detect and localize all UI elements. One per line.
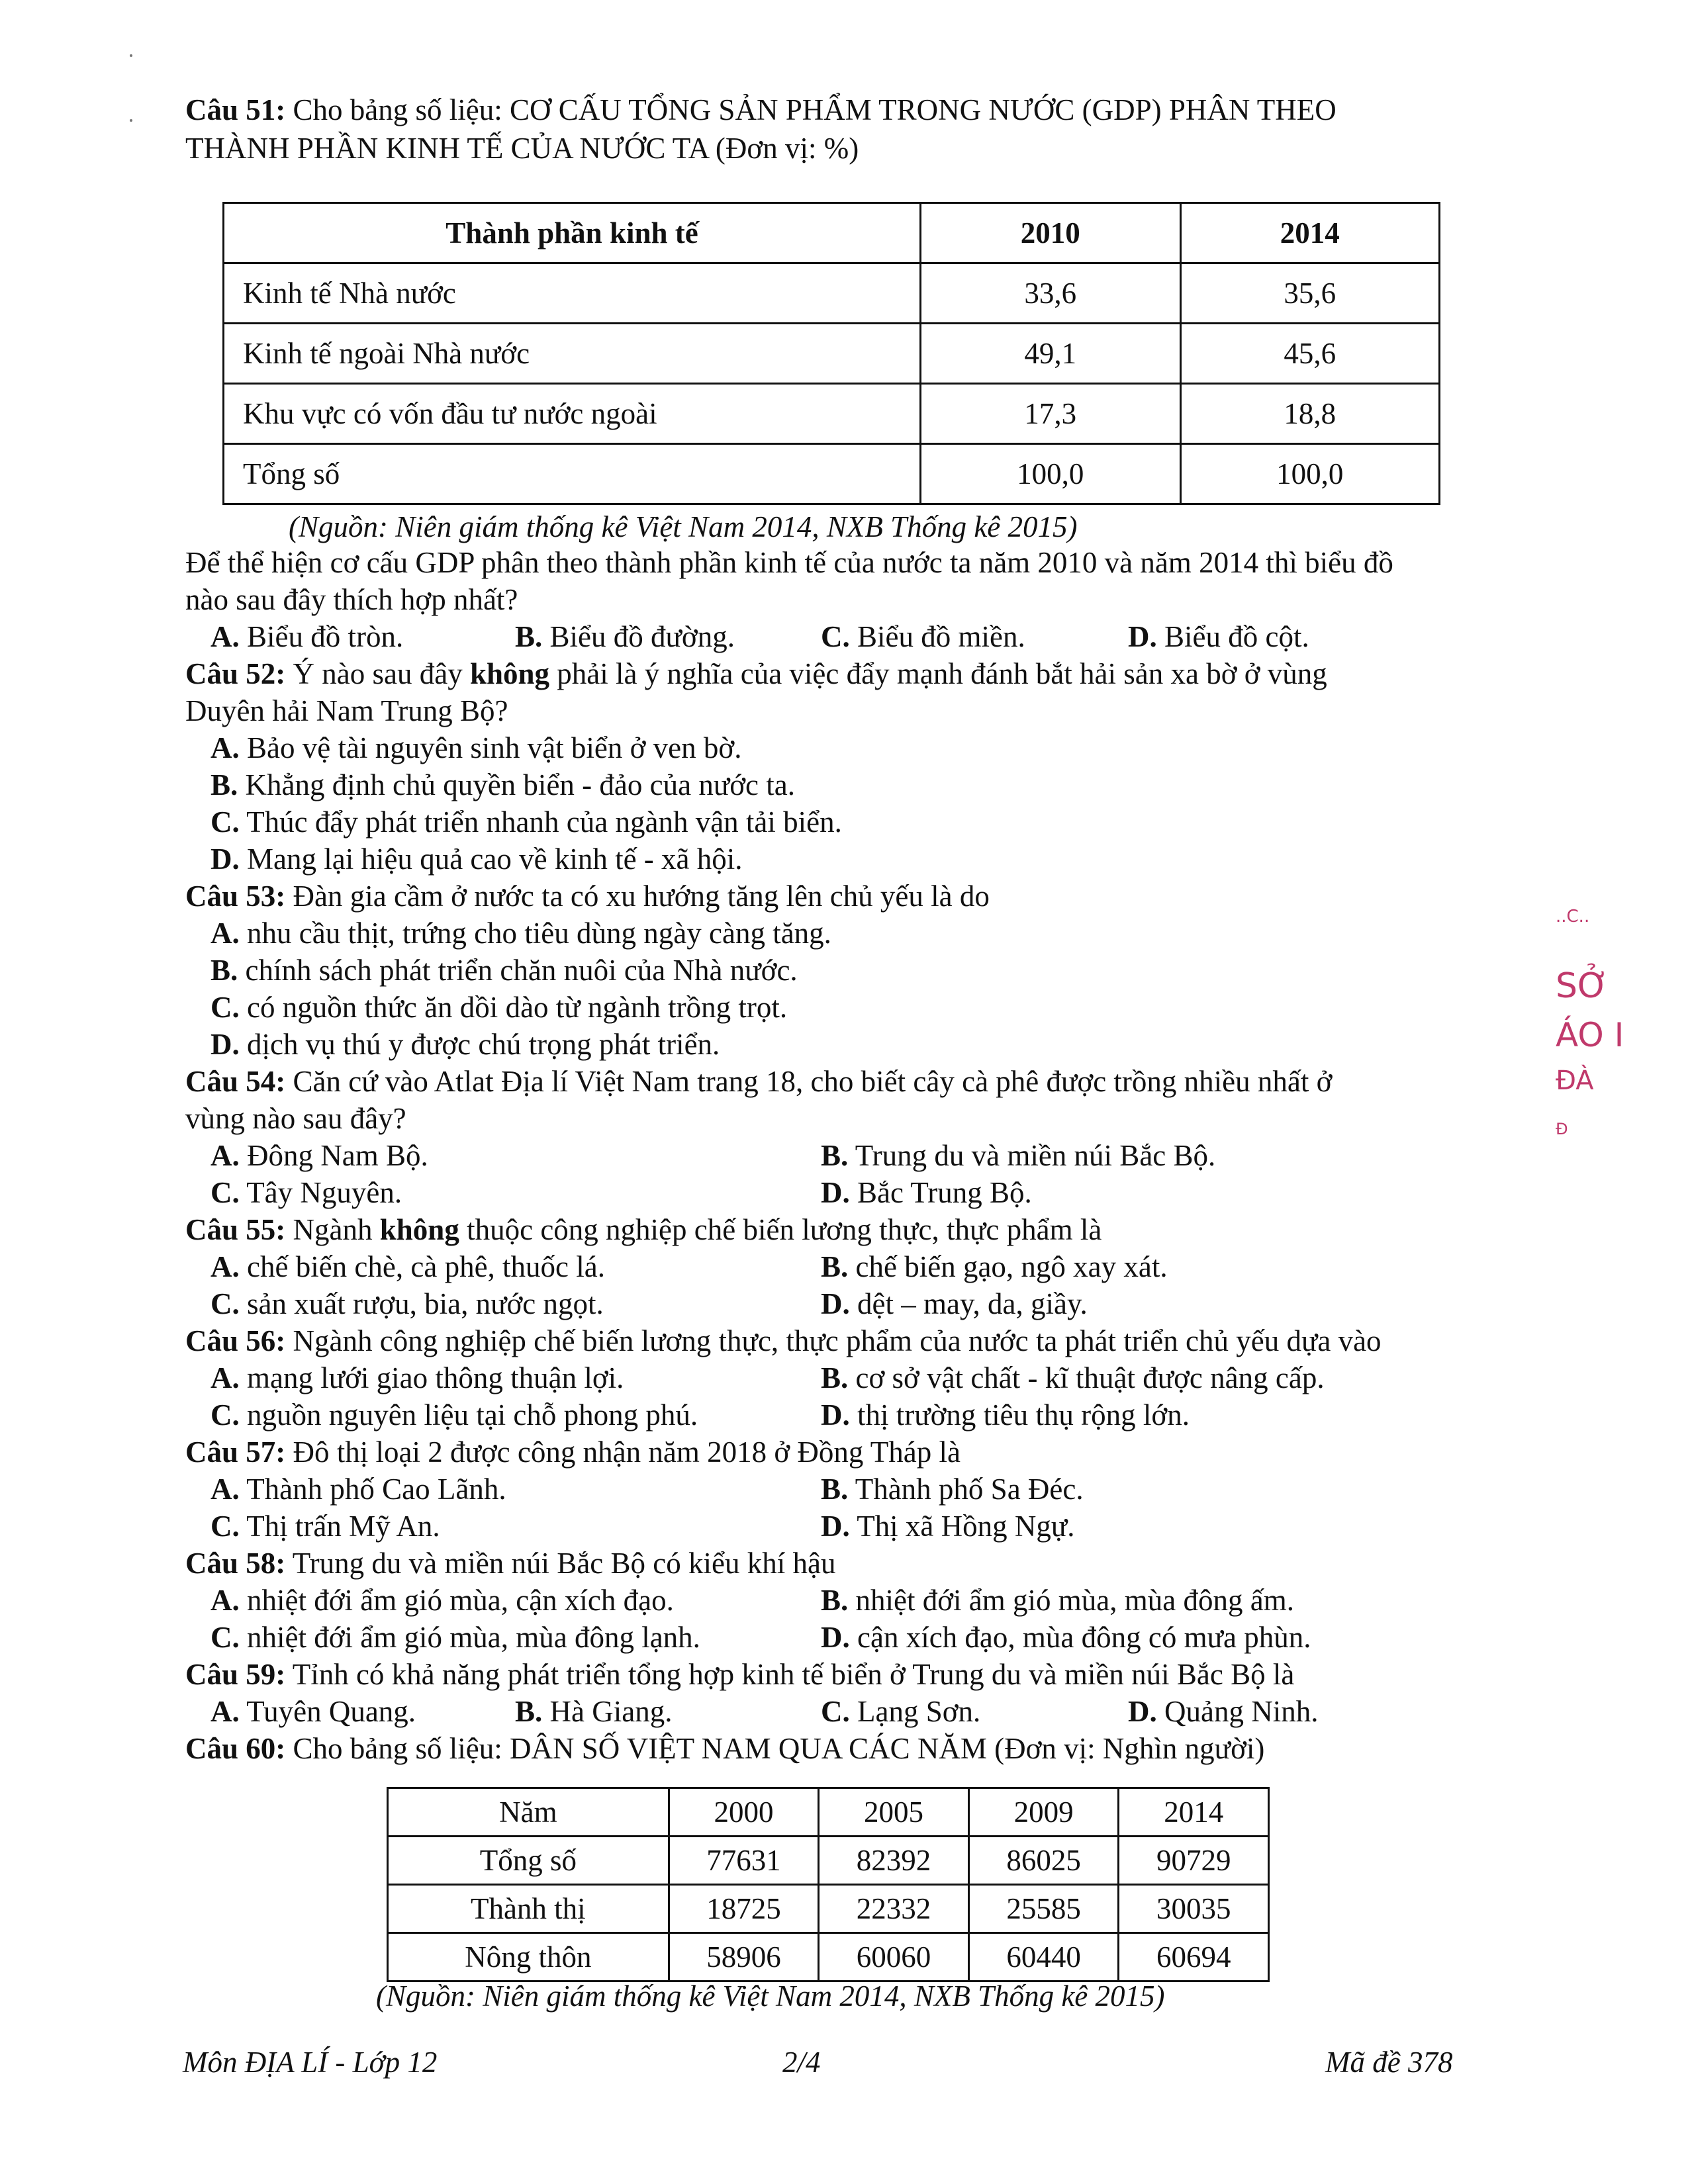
table-header-cell: Năm <box>388 1788 669 1837</box>
q57-line1: Câu 57: Đô thị loại 2 được công nhận năm 2018 ở Đồng Tháp là <box>185 1435 961 1469</box>
footer-page-number: 2/4 <box>782 2046 821 2079</box>
table-cell: 100,0 <box>921 444 1180 504</box>
table-cell: 18,8 <box>1180 384 1440 444</box>
q57-option-a: A. Thành phố Cao Lãnh. <box>211 1473 506 1506</box>
table-header-cell: Thành phần kinh tế <box>224 203 921 263</box>
footer-subject: Môn ĐỊA LÍ - Lớp 12 <box>183 2046 438 2079</box>
q55-option-c: C. sản xuất rượu, bia, nước ngọt. <box>211 1287 604 1320</box>
table-cell: 18725 <box>669 1885 819 1933</box>
q54-option-c: C. Tây Nguyên. <box>211 1176 402 1209</box>
q59-label: Câu 59: <box>185 1658 286 1691</box>
q53-option-c: C. có nguồn thức ăn dồi dào từ ngành trồng trọt. <box>211 991 788 1024</box>
q54-option-b: B. Trung du và miền núi Bắc Bộ. <box>821 1139 1216 1172</box>
q52-option-a: A. Bảo vệ tài nguyên sinh vật biển ở ven bờ. <box>211 731 742 764</box>
table-header-cell: 2014 <box>1119 1788 1269 1837</box>
q53-label: Câu 53: <box>185 880 286 913</box>
q59-option-c: C. Lạng Sơn. <box>821 1695 981 1728</box>
q51-source: (Nguồn: Niên giám thống kê Việt Nam 2014, NXB Thống kê 2015) <box>289 510 1078 543</box>
table-cell: 45,6 <box>1180 324 1440 384</box>
table-header-row <box>224 203 1440 263</box>
q57-option-c: C. Thị trấn Mỹ An. <box>211 1510 440 1543</box>
q55-line1: Câu 55: Ngành không thuộc công nghiệp chế biến lương thực, thực phẩm là <box>185 1213 1102 1246</box>
q60-label: Câu 60: <box>185 1732 286 1765</box>
table-cell: Kinh tế Nhà nước <box>224 263 921 324</box>
q52-option-c: C. Thúc đẩy phát triển nhanh của ngành vận tải biển. <box>211 805 842 839</box>
q55-option-d: D. dệt – may, da, giầy. <box>821 1287 1088 1320</box>
q55-option-a: A. chế biến chè, cà phê, thuốc lá. <box>211 1250 605 1283</box>
q57-label: Câu 57: <box>185 1435 286 1469</box>
q56-option-d: D. thị trường tiêu thụ rộng lớn. <box>821 1398 1190 1432</box>
table-cell: 22332 <box>819 1885 969 1933</box>
table-cell: Khu vực có vốn đầu tư nước ngoài <box>224 384 921 444</box>
table-row <box>388 1837 1269 1885</box>
q60-source: (Nguồn: Niên giám thống kê Việt Nam 2014, NXB Thống kê 2015) <box>376 1979 1165 2013</box>
q52-option-d: D. Mang lại hiệu quả cao về kinh tế - xã hội. <box>211 842 743 876</box>
table-cell: Tổng số <box>224 444 921 504</box>
q58-line1: Câu 58: Trung du và miền núi Bắc Bộ có kiểu khí hậu <box>185 1547 836 1580</box>
q51-option-c: C. Biểu đồ miền. <box>821 620 1025 653</box>
q58-option-c: C. nhiệt đới ẩm gió mùa, mùa đông lạnh. <box>211 1621 700 1654</box>
q56-option-a: A. mạng lưới giao thông thuận lợi. <box>211 1361 624 1394</box>
table-cell: Thành thị <box>388 1885 669 1933</box>
table-cell: 17,3 <box>921 384 1180 444</box>
q54-option-a: A. Đông Nam Bộ. <box>211 1139 428 1172</box>
table-cell: 58906 <box>669 1933 819 1981</box>
table-row <box>224 384 1440 444</box>
table-cell: 100,0 <box>1180 444 1440 504</box>
q51-text2: THÀNH PHẦN KINH TẾ CỦA NƯỚC TA (Đơn vị: %) <box>185 132 859 165</box>
q54-line1: Câu 54: Căn cứ vào Atlat Địa lí Việt Nam trang 18, cho biết cây cà phê được trồng nhiều nhất ở <box>185 1065 1333 1098</box>
q51-line1 <box>185 91 1336 128</box>
q58-option-d: D. cận xích đạo, mùa đông có mưa phùn. <box>821 1621 1311 1654</box>
table-cell: Nông thôn <box>388 1933 669 1981</box>
table-cell: 90729 <box>1119 1837 1269 1885</box>
q54-label: Câu 54: <box>185 1065 286 1098</box>
population-table <box>387 1787 1270 1982</box>
q56-option-c: C. nguồn nguyên liệu tại chỗ phong phú. <box>211 1398 698 1432</box>
table-cell: 60694 <box>1119 1933 1269 1981</box>
table-cell: 82392 <box>819 1837 969 1885</box>
gdp-structure-table <box>222 202 1440 505</box>
table-row <box>224 444 1440 504</box>
q53-option-b: B. chính sách phát triển chăn nuôi của Nhà nước. <box>211 954 798 987</box>
scan-speck <box>130 54 132 57</box>
q51-option-d: D. Biểu đồ cột. <box>1128 620 1309 653</box>
q51-text1: Cho bảng số liệu: CƠ CẤU TỔNG SẢN PHẨM TRONG NƯỚC (GDP) PHÂN THEO <box>293 93 1336 126</box>
q58-label: Câu 58: <box>185 1547 286 1580</box>
q55-label: Câu 55: <box>185 1213 286 1246</box>
q60-line1: Câu 60: Cho bảng số liệu: DÂN SỐ VIỆT NAM QUA CÁC NĂM (Đơn vị: Nghìn người) <box>185 1732 1265 1765</box>
table-cell: Tổng số <box>388 1837 669 1885</box>
q52-label: Câu 52: <box>185 657 286 690</box>
table-row <box>224 263 1440 324</box>
table-row <box>224 324 1440 384</box>
table-row <box>388 1933 1269 1981</box>
table-cell: 60060 <box>819 1933 969 1981</box>
table-cell: 33,6 <box>921 263 1180 324</box>
q51-label: Câu 51: <box>185 93 286 126</box>
q58-option-b: B. nhiệt đới ẩm gió mùa, mùa đông ấm. <box>821 1584 1294 1617</box>
table-cell: 35,6 <box>1180 263 1440 324</box>
q59-option-d: D. Quảng Ninh. <box>1128 1695 1319 1728</box>
table-header-cell: 2010 <box>921 203 1180 263</box>
q53-line1: Câu 53: Đàn gia cầm ở nước ta có xu hướng tăng lên chủ yếu là do <box>185 880 990 913</box>
q54-option-d: D. Bắc Trung Bộ. <box>821 1176 1032 1209</box>
q56-label: Câu 56: <box>185 1324 286 1357</box>
q57-option-d: D. Thị xã Hồng Ngự. <box>821 1510 1075 1543</box>
table-header-cell: 2000 <box>669 1788 819 1837</box>
q52-option-b: B. Khẳng định chủ quyền biển - đảo của nước ta. <box>211 768 795 801</box>
q52-line1: Câu 52: Ý nào sau đây không phải là ý nghĩa của việc đẩy mạnh đánh bắt hải sản xa bờ ở vùng <box>185 657 1327 690</box>
q59-option-b: B. Hà Giang. <box>515 1695 673 1728</box>
table-cell: 49,1 <box>921 324 1180 384</box>
table-row <box>388 1885 1269 1933</box>
official-stamp-fragment: ..C.. SỞ ÁO I ĐÀ Đ <box>1556 907 1624 1138</box>
table-header-row <box>388 1788 1269 1837</box>
q54-line2: vùng nào sau đây? <box>185 1102 406 1135</box>
table-cell: 30035 <box>1119 1885 1269 1933</box>
table-cell: 60440 <box>968 1933 1119 1981</box>
q52-line2: Duyên hải Nam Trung Bộ? <box>185 694 508 727</box>
scan-speck <box>130 119 132 122</box>
table-cell: 86025 <box>968 1837 1119 1885</box>
q57-option-b: B. Thành phố Sa Đéc. <box>821 1473 1084 1506</box>
table-cell: Kinh tế ngoài Nhà nước <box>224 324 921 384</box>
q55-option-b: B. chế biến gạo, ngô xay xát. <box>821 1250 1168 1283</box>
table-cell: 25585 <box>968 1885 1119 1933</box>
table-cell: 77631 <box>669 1837 819 1885</box>
q56-option-b: B. cơ sở vật chất - kĩ thuật được nâng cấp. <box>821 1361 1325 1394</box>
table-header-cell: 2009 <box>968 1788 1119 1837</box>
q59-option-a: A. Tuyên Quang. <box>211 1695 416 1728</box>
q53-option-a: A. nhu cầu thịt, trứng cho tiêu dùng ngày càng tăng. <box>211 917 831 950</box>
q51-question-line2: nào sau đây thích hợp nhất? <box>185 583 518 616</box>
table-header-cell: 2005 <box>819 1788 969 1837</box>
q59-line1: Câu 59: Tỉnh có khả năng phát triển tổng hợp kinh tế biển ở Trung du và miền núi Bắc Bộ là <box>185 1658 1295 1691</box>
q51-option-a: A. Biểu đồ tròn. <box>211 620 404 653</box>
q58-option-a: A. nhiệt đới ẩm gió mùa, cận xích đạo. <box>211 1584 674 1617</box>
q56-line1: Câu 56: Ngành công nghiệp chế biến lương thực, thực phẩm của nước ta phát triển chủ yếu dựa vào <box>185 1324 1382 1357</box>
q51-option-b: B. Biểu đồ đường. <box>515 620 735 653</box>
q51-question-line1: Để thể hiện cơ cấu GDP phân theo thành phần kinh tế của nước ta năm 2010 và năm 2014 thì biểu đồ <box>185 546 1393 579</box>
q53-option-d: D. dịch vụ thú y được chú trọng phát triển. <box>211 1028 720 1061</box>
table-header-cell: 2014 <box>1180 203 1440 263</box>
footer-exam-code: Mã đề 378 <box>1325 2046 1453 2079</box>
